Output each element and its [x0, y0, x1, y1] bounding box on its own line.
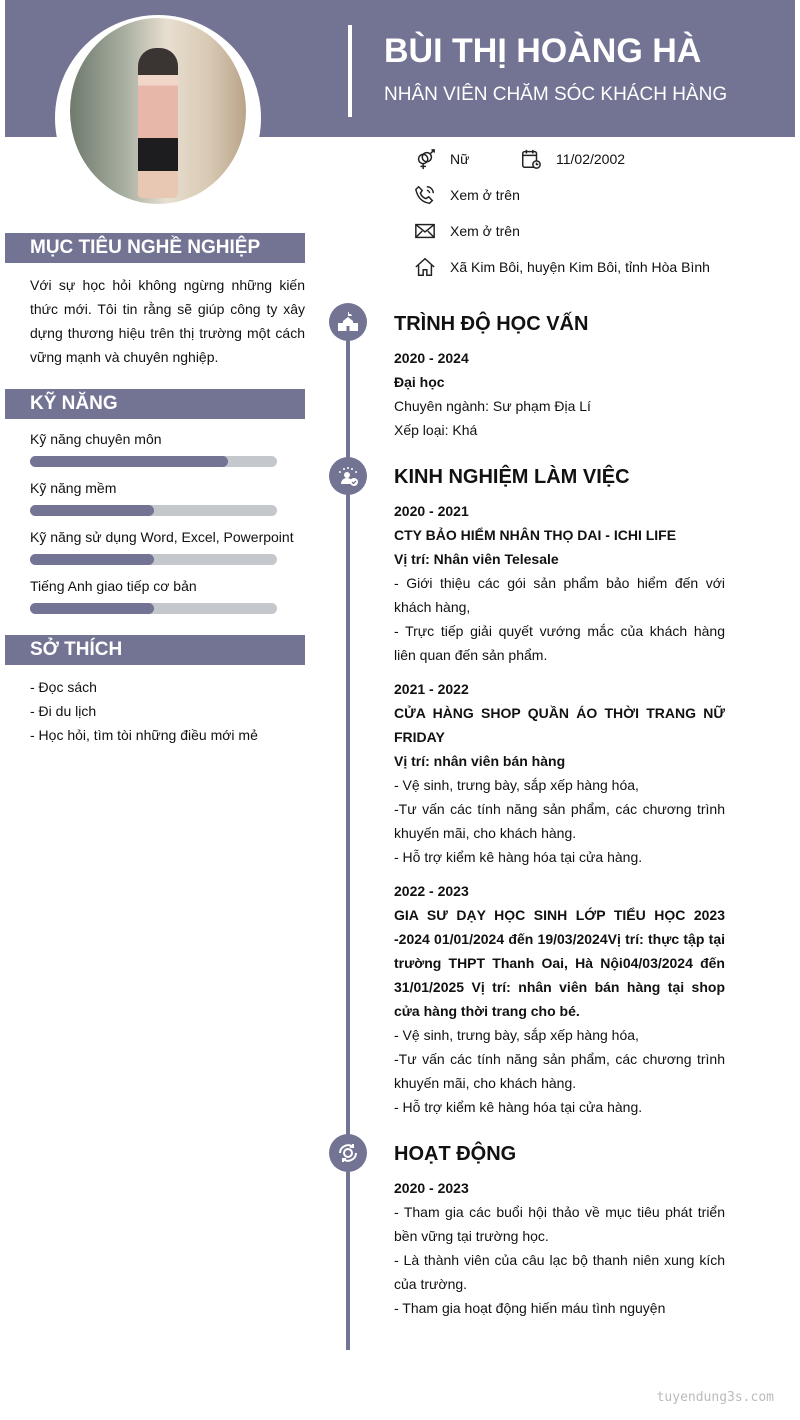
- experience-position: Vị trí: Nhân viên Telesale: [394, 551, 559, 567]
- calendar-icon: [520, 148, 542, 170]
- email-value: Xem ở trên: [450, 223, 520, 239]
- email-row: [414, 220, 520, 242]
- address-row: [414, 256, 710, 278]
- experience-section: [394, 463, 725, 1119]
- experience-company: CỬA HÀNG SHOP QUẦN ÁO THỜI TRANG NỮ FRIDAY: [394, 705, 725, 745]
- job-title: NHÂN VIÊN CHĂM SÓC KHÁCH HÀNG: [384, 84, 728, 105]
- hobbies-list: [30, 675, 305, 747]
- education-period: 2020 - 2024: [394, 350, 469, 366]
- education-level: Đại học: [394, 374, 445, 390]
- experience-detail: -Tư vấn các tính năng sản phẩm, các chương trình khuyến mãi, cho khách hàng.: [394, 801, 725, 841]
- activities-heading: HOẠT ĐỘNG: [394, 1143, 517, 1165]
- activity-item: - Tham gia hoạt động hiến máu tình nguyện: [394, 1300, 666, 1316]
- phone-icon: [414, 184, 436, 206]
- education-grade: Xếp loại: Khá: [394, 422, 478, 438]
- experience-period: 2022 - 2023: [394, 883, 469, 899]
- education-major: Chuyên ngành: Sư phạm Địa Lí: [394, 398, 591, 414]
- experience-period: 2021 - 2022: [394, 681, 469, 697]
- avatar: [70, 18, 246, 204]
- hobbies-heading: SỞ THÍCH: [5, 635, 305, 665]
- education-section: [394, 310, 725, 442]
- gender-row: [414, 148, 469, 170]
- activity-item: - Tham gia các buổi hội thảo về mục tiêu phát triển bền vững tại trường học.: [394, 1204, 725, 1244]
- objective-heading: MỤC TIÊU NGHỀ NGHIỆP: [5, 233, 305, 263]
- experience-item: [394, 677, 725, 869]
- objective-text: Với sự học hỏi không ngừng những kiến thức mới. Tôi tin rằng sẽ giúp công ty xây dựng thương hiệu trên thị trường một cách vững mạnh và chuyên nghiệp.: [30, 277, 305, 365]
- address-value: Xã Kim Bôi, huyện Kim Bôi, tỉnh Hòa Bình: [450, 259, 710, 275]
- hobby-item: - Đi du lịch: [30, 703, 97, 719]
- skill-label: Kỹ năng chuyên môn: [30, 431, 162, 447]
- experience-detail: -Tư vấn các tính năng sản phẩm, các chương trình khuyến mãi, cho khách hàng.: [394, 1051, 725, 1091]
- birthday-row: [520, 148, 625, 170]
- experience-detail: - Vệ sinh, trưng bày, sắp xếp hàng hóa,: [394, 777, 639, 793]
- skill-bar: [30, 603, 277, 614]
- education-heading: TRÌNH ĐỘ HỌC VẤN: [394, 313, 589, 335]
- hobby-item: - Đọc sách: [30, 679, 97, 695]
- experience-detail: - Hỗ trợ kiểm kê hàng hóa tại cửa hàng.: [394, 849, 643, 865]
- skill-bar-fill: [30, 456, 228, 467]
- home-icon: [414, 256, 436, 278]
- experience-company: GIA SƯ DẠY HỌC SINH LỚP TIỂU HỌC 2023 -2024 01/01/2024 đến 19/03/2024Vị trí: thực tập tại trường THPT Thanh Oai, Hà Nội04/03/2024 đến 31/01/2025 Vị trí: nhân viên bán hàng tại shop cửa hàng thời trang cho bé.: [394, 907, 725, 1019]
- skill-bar-fill: [30, 603, 154, 614]
- skill-bar: [30, 456, 277, 467]
- experience-heading: KINH NGHIỆM LÀM VIỆC: [394, 466, 630, 488]
- experience-period: 2020 - 2021: [394, 503, 469, 519]
- experience-icon: [329, 457, 367, 495]
- experience-position: Vị trí: nhân viên bán hàng: [394, 753, 566, 769]
- skill-bar-fill: [30, 505, 154, 516]
- experience-item: [394, 499, 725, 667]
- skill-label: Kỹ năng sử dụng Word, Excel, Powerpoint: [30, 529, 294, 545]
- experience-detail: - Trực tiếp giải quyết vướng mắc của khách hàng liên quan đến sản phẩm.: [394, 623, 725, 663]
- gender-icon: [414, 148, 436, 170]
- gender-value: Nữ: [450, 151, 470, 167]
- skill-bar: [30, 505, 277, 516]
- watermark: tuyendung3s.com: [656, 1390, 774, 1405]
- skill-bar: [30, 554, 277, 565]
- mail-icon: [414, 220, 436, 242]
- experience-detail: - Hỗ trợ kiểm kê hàng hóa tại cửa hàng.: [394, 1099, 643, 1115]
- phone-value: Xem ở trên: [450, 187, 520, 203]
- header-divider: [348, 25, 352, 117]
- skill-label: Tiếng Anh giao tiếp cơ bản: [30, 578, 197, 594]
- activities-period: 2020 - 2023: [394, 1180, 469, 1196]
- experience-item: [394, 879, 725, 1119]
- experience-detail: - Giới thiệu các gói sản phẩm bảo hiểm đến với khách hàng,: [394, 575, 725, 615]
- hobby-item: - Học hỏi, tìm tòi những điều mới mẻ: [30, 727, 258, 743]
- phone-row: [414, 184, 520, 206]
- activities-section: [394, 1140, 725, 1320]
- experience-company: CTY BẢO HIỂM NHÂN THỌ DAI - ICHI LIFE: [394, 527, 677, 543]
- skill-bar-fill: [30, 554, 154, 565]
- activity-item: - Là thành viên của câu lạc bộ thanh niên xung kích của trường.: [394, 1252, 725, 1292]
- skill-label: Kỹ năng mềm: [30, 480, 117, 496]
- activity-icon: [329, 1134, 367, 1172]
- birthday-value: 11/02/2002: [556, 151, 626, 167]
- school-icon: [329, 303, 367, 341]
- skills-heading: KỸ NĂNG: [5, 389, 305, 419]
- candidate-name: BÙI THỊ HOÀNG HÀ: [384, 32, 702, 70]
- experience-detail: - Vệ sinh, trưng bày, sắp xếp hàng hóa,: [394, 1027, 639, 1043]
